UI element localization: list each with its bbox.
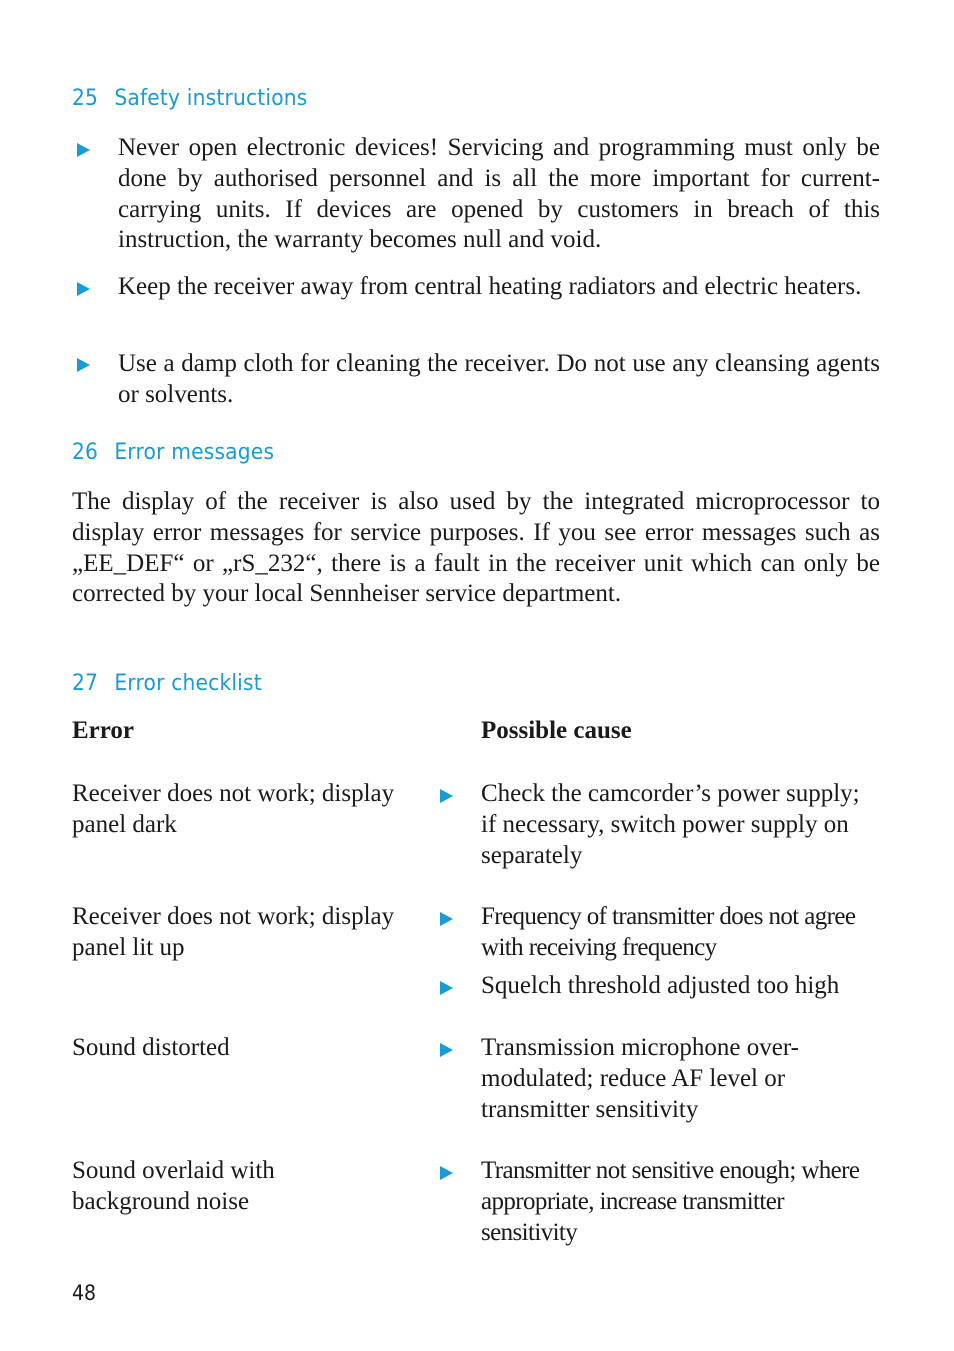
checklist-error: Receiver does not work; display panel dark — [72, 780, 395, 838]
checklist-error: Sound distorted — [72, 1034, 230, 1061]
checklist-error: Sound overlaid with background noise — [72, 1157, 275, 1215]
section-number: 26 — [72, 440, 99, 465]
checklist-cause: Transmission microphone over-modulated; reduce AF level or transmitter sensitivity — [481, 1034, 799, 1123]
safety-bullet-text: Keep the receiver away from central heating radiators and electric heaters. — [118, 273, 862, 300]
checklist-cause: Squelch threshold adjusted too high — [481, 972, 840, 999]
section-title: Error checklist — [114, 671, 262, 696]
triangle-right-icon — [440, 789, 453, 803]
section-heading-error-messages — [72, 440, 274, 465]
section-heading-error-checklist — [72, 671, 262, 696]
triangle-right-icon — [440, 981, 453, 995]
triangle-right-icon — [440, 1166, 453, 1180]
section-number: 27 — [72, 671, 99, 696]
triangle-right-icon — [440, 1043, 453, 1057]
triangle-right-icon — [440, 912, 453, 926]
safety-bullet-text: Never open electronic devices! Servicing and programming must only be done by authorised personnel and is all the more important for current-carrying units. If devices are opened by customers in breach of this instruction, the warranty becomes null and void. — [118, 134, 880, 254]
safety-bullet-text: Use a damp cloth for cleaning the receiver. Do not use any cleansing agents or solvents. — [118, 350, 880, 408]
section-number: 25 — [72, 86, 99, 111]
triangle-right-icon — [77, 143, 90, 157]
section-heading-safety — [72, 86, 308, 111]
error-messages-body: The display of the receiver is also used by the integrated microprocessor to display error messages for service purposes. If you see error messages such as „EE_DEF“ or „rS_232“, there is a fault in the receiver unit which can only be corrected by your local Sennheiser service department. — [72, 488, 880, 608]
section-title: Error messages — [114, 440, 275, 465]
checklist-error: Receiver does not work; display panel lit up — [72, 903, 395, 961]
triangle-right-icon — [77, 358, 90, 372]
column-header-error: Error — [72, 717, 135, 744]
checklist-cause: Transmitter not sensitive enough; where appropriate, increase transmitter sensitivity — [481, 1157, 860, 1246]
page-number: 48 — [72, 1281, 97, 1305]
triangle-right-icon — [77, 282, 90, 296]
checklist-cause: Frequency of transmitter does not agree with receiving frequency — [481, 903, 856, 961]
section-title: Safety instructions — [114, 86, 308, 111]
column-header-cause: Possible cause — [481, 717, 632, 744]
checklist-cause: Check the camcorder’s power supply; if necessary, switch power supply on separately — [481, 780, 860, 869]
